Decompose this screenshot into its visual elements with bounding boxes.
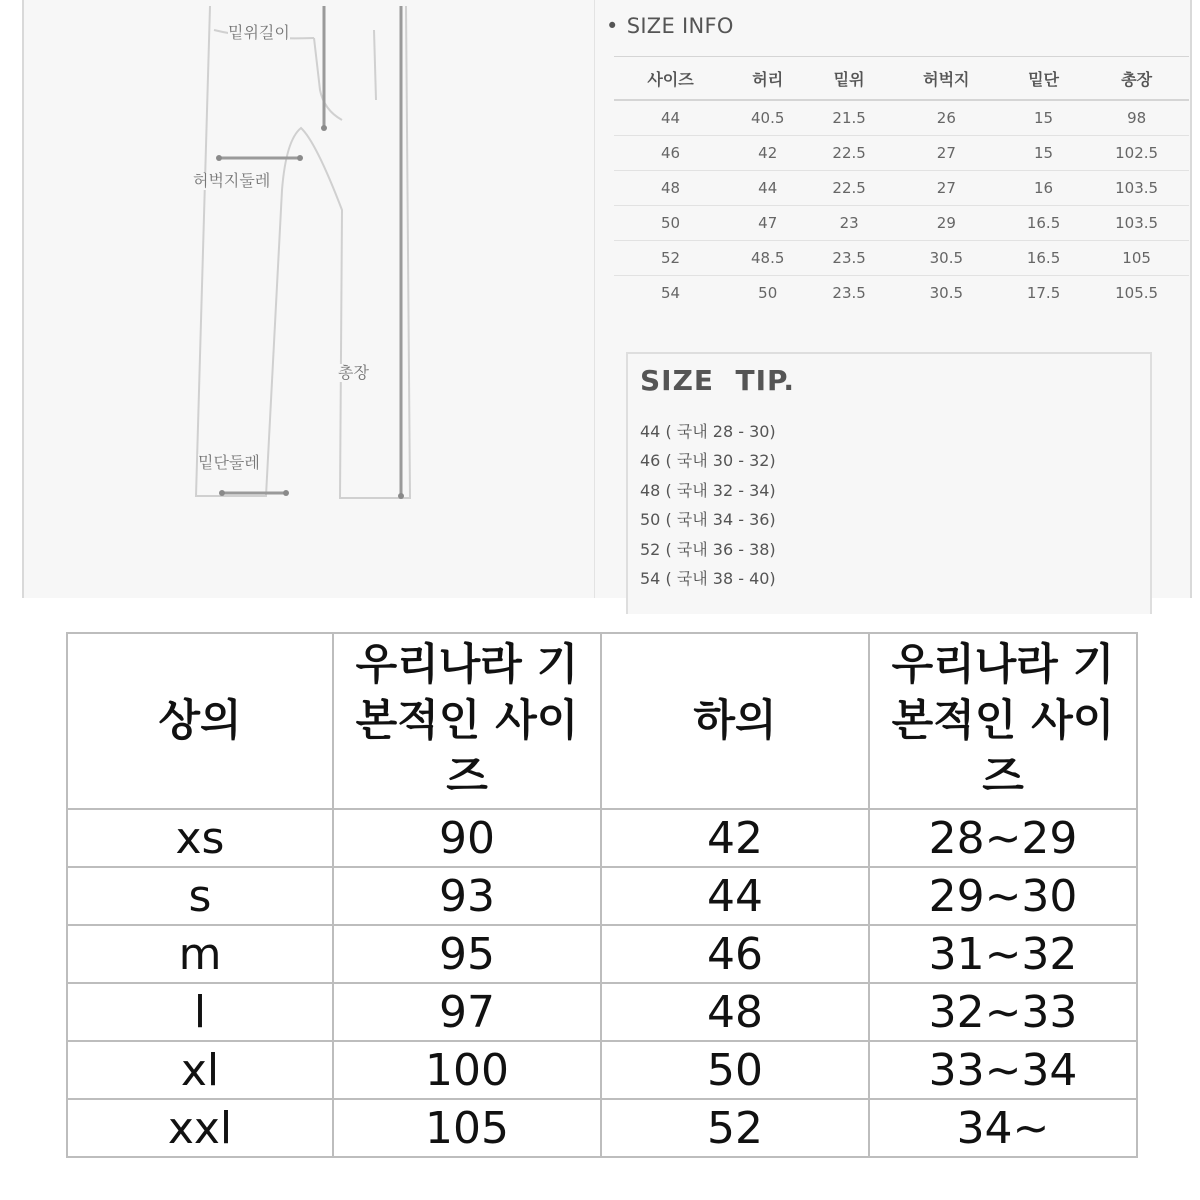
- header-cell: 밑단: [1003, 57, 1084, 101]
- size-info-table: [614, 56, 1189, 310]
- table-cell: 46: [614, 136, 727, 171]
- table-row: [614, 136, 1189, 171]
- table-cell: 31~32: [869, 925, 1137, 983]
- header-cell: 사이즈: [614, 57, 727, 101]
- table-row: [614, 171, 1189, 206]
- table-cell: 102.5: [1084, 136, 1189, 171]
- size-info-title: • SIZE INFO: [606, 14, 734, 38]
- table-cell: 95: [333, 925, 601, 983]
- header-cell: 허리: [727, 57, 808, 101]
- table-cell: 29~30: [869, 867, 1137, 925]
- header-bottom: 하의: [601, 633, 869, 809]
- table-cell: 103.5: [1084, 171, 1189, 206]
- table-cell: 28~29: [869, 809, 1137, 867]
- table-cell: 32~33: [869, 983, 1137, 1041]
- table-row: [614, 206, 1189, 241]
- table-cell: 42: [727, 136, 808, 171]
- table-row: [67, 867, 1137, 925]
- table-cell: 44: [601, 867, 869, 925]
- hem-label: 밑단둘레: [198, 453, 260, 472]
- table-cell: 15: [1003, 136, 1084, 171]
- table-cell: 90: [333, 809, 601, 867]
- table-cell: l: [67, 983, 333, 1041]
- header-kr-size-top: 우리나라 기본적인 사이즈: [333, 633, 601, 809]
- table-cell: 23.5: [808, 241, 889, 276]
- header-kr-size-bottom: 우리나라 기본적인 사이즈: [869, 633, 1137, 809]
- list-item: 46 ( 국내 30 - 32): [640, 451, 776, 471]
- table-cell: 22.5: [808, 171, 889, 206]
- header-cell: 허벅지: [890, 57, 1003, 101]
- table-cell: xs: [67, 809, 333, 867]
- table-cell: 105.5: [1115, 284, 1159, 302]
- table-cell: xl: [67, 1041, 333, 1099]
- table-cell: s: [67, 867, 333, 925]
- size-tip-title: SIZE TIP.: [640, 364, 796, 397]
- table-row: [67, 925, 1137, 983]
- table-row: [614, 276, 1189, 311]
- size-info-panel: [22, 0, 1192, 598]
- table-cell: 15: [1003, 100, 1084, 136]
- table-cell: 105: [333, 1099, 601, 1157]
- table-row: [614, 100, 1189, 136]
- table-cell: 48: [614, 171, 727, 206]
- list-item: 52 ( 국내 36 - 38): [640, 539, 776, 559]
- table-cell: 40.5: [727, 100, 808, 136]
- thigh-label: 허벅지둘레: [193, 171, 271, 190]
- header-cell: 총장: [1084, 57, 1189, 101]
- table-cell: 42: [601, 809, 869, 867]
- table-cell: 29: [890, 206, 1003, 241]
- table-cell: 16.5: [1003, 206, 1084, 241]
- table-cell: 98: [1084, 100, 1189, 136]
- table-cell: 27: [890, 171, 1003, 206]
- table-cell: 97: [333, 983, 601, 1041]
- table-cell: 30.5: [929, 284, 964, 302]
- table-cell: 103.5: [1084, 206, 1189, 241]
- table-cell: 52: [614, 241, 727, 276]
- table-cell: 33~34: [869, 1041, 1137, 1099]
- table-row: [67, 1099, 1137, 1157]
- table-cell: 22.5: [808, 136, 889, 171]
- table-cell: 16.5: [1003, 241, 1084, 276]
- table-cell: 50: [601, 1041, 869, 1099]
- table-header-row: [614, 57, 1189, 101]
- size-tip-list: [640, 422, 776, 598]
- table-cell: 44: [727, 171, 808, 206]
- table-cell: 23.5: [832, 284, 866, 302]
- panel-divider: [594, 0, 595, 598]
- table-cell: 54: [660, 284, 681, 302]
- table-cell: 50: [614, 206, 727, 241]
- table-cell: 16: [1003, 171, 1084, 206]
- header-cell: 밑위: [808, 57, 889, 101]
- table-row: [67, 1041, 1137, 1099]
- table-cell: 44: [614, 100, 727, 136]
- table-cell: 105: [1084, 241, 1189, 276]
- table-cell: 100: [333, 1041, 601, 1099]
- header-top: 상의: [67, 633, 333, 809]
- table-row: [67, 809, 1137, 867]
- table-cell: 30.5: [890, 241, 1003, 276]
- table-header-row: [67, 633, 1137, 809]
- table-cell: 48.5: [727, 241, 808, 276]
- table-cell: 50: [758, 284, 778, 302]
- table-cell: 46: [601, 925, 869, 983]
- table-cell: 17.5: [1026, 284, 1061, 302]
- pants-diagram: [24, 0, 614, 598]
- table-cell: 47: [727, 206, 808, 241]
- size-tip-box: [626, 352, 1152, 614]
- bullet-icon: •: [606, 14, 619, 38]
- table-cell: 26: [890, 100, 1003, 136]
- list-item: 48 ( 국내 32 - 34): [640, 480, 776, 500]
- table-cell: 21.5: [808, 100, 889, 136]
- table-row: [614, 241, 1189, 276]
- table-cell: 52: [601, 1099, 869, 1157]
- table-cell: xxl: [67, 1099, 333, 1157]
- list-item: 54 ( 국내 38 - 40): [640, 568, 776, 588]
- table-cell: 93: [333, 867, 601, 925]
- table-cell: m: [67, 925, 333, 983]
- list-item: 44 ( 국내 28 - 30): [640, 422, 776, 441]
- korean-size-table: [66, 632, 1138, 1158]
- table-cell: 34~: [869, 1099, 1137, 1157]
- table-row: [67, 983, 1137, 1041]
- rise-label: 밑위길이: [228, 23, 290, 42]
- table-cell: 27: [890, 136, 1003, 171]
- length-label: 총장: [338, 363, 369, 382]
- list-item: 50 ( 국내 34 - 36): [640, 510, 776, 530]
- table-cell: 23: [808, 206, 889, 241]
- table-cell: 48: [601, 983, 869, 1041]
